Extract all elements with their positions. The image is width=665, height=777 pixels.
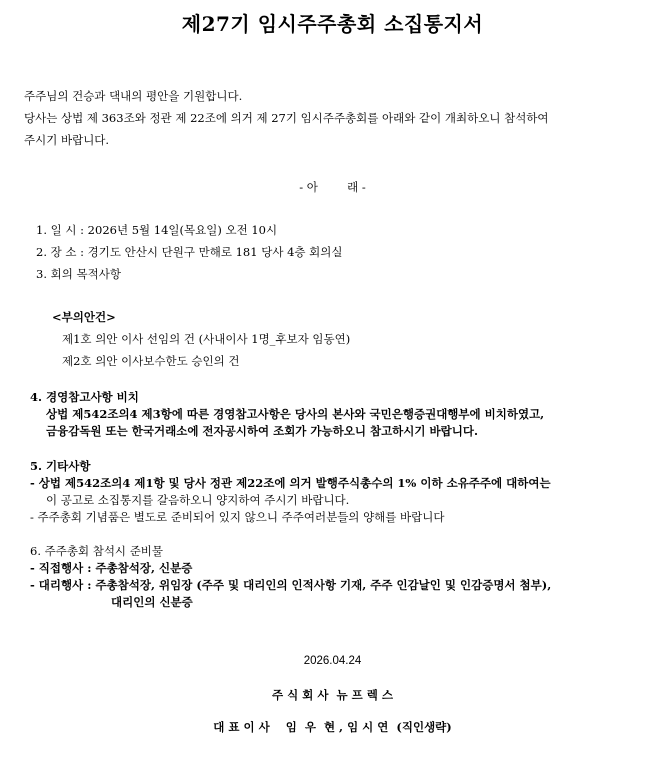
meeting-purpose: 3. 회의 목적사항 bbox=[36, 267, 121, 281]
page-title: 제27기 임시주주총회 소집통지서 bbox=[181, 12, 484, 36]
footer-date: 2026.04.24 bbox=[303, 655, 362, 667]
notice-heading: - 아 래 - bbox=[299, 180, 366, 194]
meeting-items bbox=[24, 222, 644, 283]
section-4-line1: 상법 제542조의4 제3항에 따른 경영참고사항은 당사의 본사와 국민은행증권대행부에 비치하였고, bbox=[46, 407, 545, 421]
agenda-item-1: 제1호 의안 이사 선임의 건 (사내이사 1명_후보자 임동연) bbox=[62, 332, 351, 346]
agenda-heading: <부의안건> bbox=[52, 310, 116, 324]
intro-text-line2: 주시기 바랍니다. bbox=[24, 133, 110, 147]
section-5-line1: - 상법 제542조의4 제1항 및 당사 정관 제22조에 의거 발행주식총수의 1% 이하 소유주주에 대하여는 bbox=[30, 476, 551, 490]
section-6-direct: - 직접행사 : 주총참석장, 신분증 bbox=[30, 561, 193, 575]
agenda-item-2: 제2호 의안 이사보수한도 승인의 건 bbox=[62, 354, 240, 368]
section-6 bbox=[30, 543, 650, 611]
section-6-proxy-line1: - 대리행사 : 주총참석장, 위임장 (주주 및 대리인의 인적사항 기재, 주주 인감날인 및 인감증명서 첨부), bbox=[30, 578, 552, 592]
section-6-heading: 6. 주주총회 참석시 준비물 bbox=[30, 544, 164, 558]
meeting-place: 2. 장 소 : 경기도 안산시 단원구 만해로 181 당사 4층 회의실 bbox=[36, 245, 343, 259]
intro-section bbox=[24, 88, 644, 149]
section-5-heading: 5. 기타사항 bbox=[30, 459, 91, 473]
greeting-text: 주주님의 건승과 댁내의 평안을 기원합니다. bbox=[24, 89, 243, 103]
footer-company: 주 식 회 사 뉴 프 렉 스 bbox=[272, 688, 393, 702]
footer-representative: 대 표 이 사 임 우 현 , 임 시 연 (직인생략) bbox=[213, 720, 452, 734]
section-5-line3: - 주주총회 기념품은 별도로 준비되어 있지 않으니 주주여러분들의 양해를 바랍니다 bbox=[30, 510, 445, 524]
section-5-line2: 이 공고로 소집통지를 갈음하오니 양지하여 주시기 바랍니다. bbox=[46, 493, 350, 507]
section-4-line2: 금융감독원 또는 한국거래소에 전자공시하여 조회가 가능하오니 참고하시기 바랍니다. bbox=[46, 424, 478, 438]
section-6-proxy-line2: 대리인의 신분증 bbox=[111, 595, 193, 609]
section-4 bbox=[30, 389, 650, 440]
agenda-section bbox=[24, 309, 644, 370]
section-4-heading: 4. 경영참고사항 비치 bbox=[30, 390, 139, 404]
intro-text-line1: 당사는 상법 제 363조와 정관 제 22조에 의거 제 27기 임시주주총회를 아래와 같이 개최하오니 참석하여 bbox=[24, 111, 549, 125]
meeting-date: 1. 일 시 : 2026년 5월 14일(목요일) 오전 10시 bbox=[36, 223, 278, 237]
section-5 bbox=[30, 458, 650, 526]
